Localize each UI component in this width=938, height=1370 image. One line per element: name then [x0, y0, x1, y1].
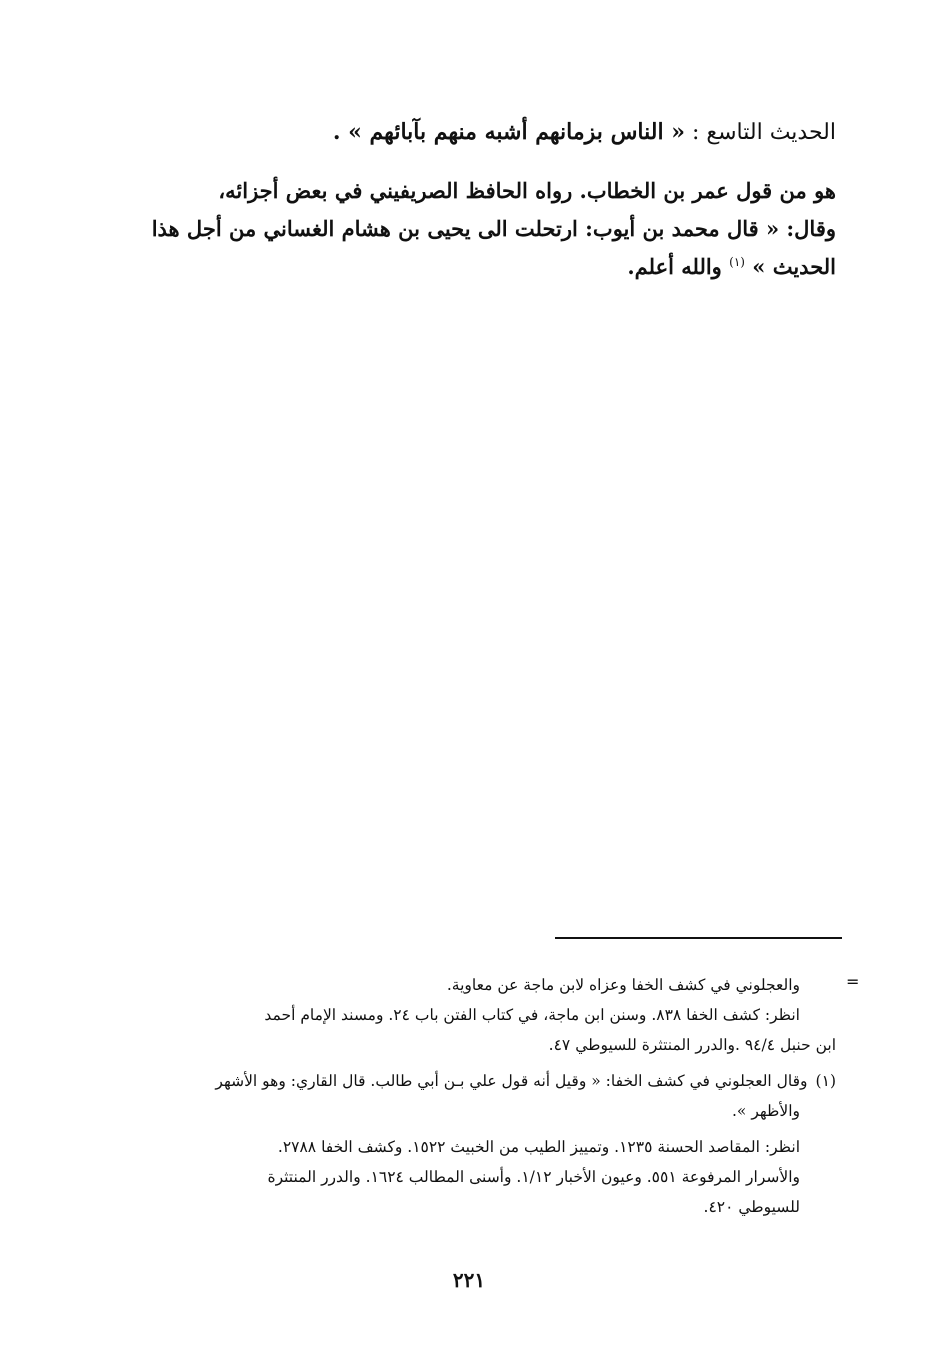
footnote-1: [136, 1066, 836, 1126]
footnote-1-references: [136, 1132, 836, 1222]
hadith-heading-label: الحديث التاسع :: [692, 120, 836, 145]
hadith-heading: [136, 112, 836, 153]
continuation-mark: =: [846, 972, 860, 991]
commentary-text: والله أعلم.: [627, 254, 722, 279]
footnote-continued: [136, 970, 836, 1060]
footnote-line: انظر: المقاصد الحسنة ١٢٣٥. وتمييز الطيب من الخبيث ١٥٢٢. وكشف الخفا ٢٧٨٨.: [277, 1138, 800, 1156]
footnote-reference: (١): [729, 255, 745, 269]
footnote-line: [136, 1066, 836, 1096]
commentary-line: [136, 248, 836, 286]
footnote-line: للسيوطي ٤٢٠.: [703, 1198, 800, 1216]
commentary-paragraph: [136, 172, 836, 286]
commentary-line: هو من قول عمر بن الخطاب. رواه الحافظ الصريفيني في بعض أجزائه،: [218, 178, 836, 203]
footnotes-section: [136, 970, 836, 1228]
commentary-text: الحديث »: [752, 254, 836, 279]
footnote-text: وقال العجلوني في كشف الخفا: « وقيل أنه قول علي بـن أبي طالب. قال القاري: وهو الأشهر: [215, 1072, 808, 1090]
commentary-line: وقال: « قال محمد بن أيوب: ارتحلت الى يحيى بن هشام الغساني من أجل هذا: [151, 216, 836, 241]
footnote-separator: [555, 937, 842, 939]
page-number: ٢٢١: [452, 1268, 486, 1292]
hadith-text: « الناس بزمانهم أشبه منهم بآبائهم » .: [332, 119, 685, 145]
footnote-line: والأظهر ».: [731, 1102, 800, 1120]
footnote-line: والأسرار المرفوعة ٥٥١. وعيون الأخبار ١/١٢. وأسنى المطالب ١٦٢٤. والدرر المنتثرة: [267, 1168, 800, 1186]
footnote-line: والعجلوني في كشف الخفا وعزاه لابن ماجة عن معاوية.: [446, 976, 800, 994]
footnote-line: انظر: كشف الخفا ٨٣٨. وسنن ابن ماجة، في كتاب الفتن باب ٢٤. ومسند الإمام أحمد: [264, 1006, 800, 1024]
footnote-number: (١): [815, 1072, 836, 1090]
footnote-line: ابن حنبل ٩٤/٤ .والدرر المنتثرة للسيوطي ٤٧.: [548, 1036, 836, 1054]
